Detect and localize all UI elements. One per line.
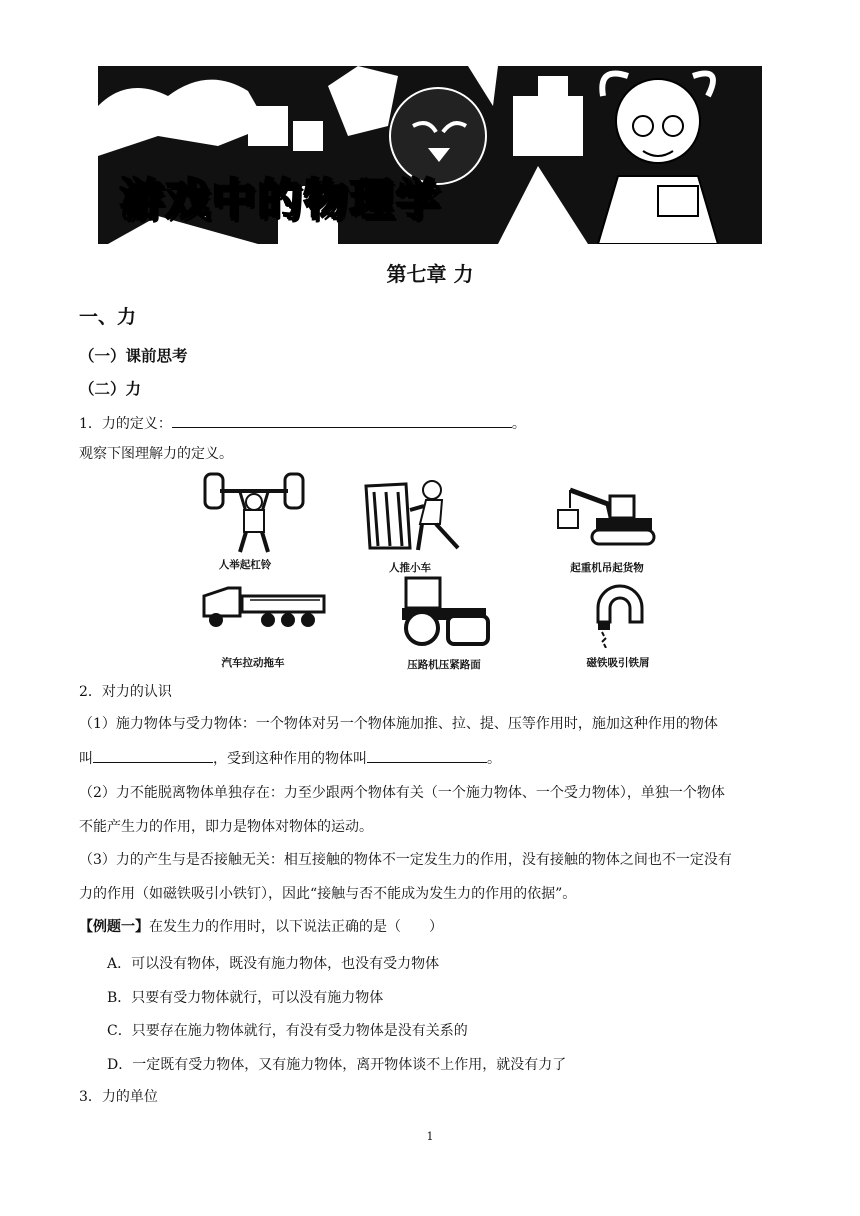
option-b: B．只要有受力物体就行，可以没有施力物体 [107,990,384,1006]
magnet-icon [588,582,650,648]
example-tag: 【例题一】 [79,919,149,935]
answer-blank-definition [172,413,512,428]
paragraph-2-line2: 不能产生力的作用，即力是物体对物体的运动。 [79,819,373,835]
paragraph-1-line2 [79,748,501,769]
subsection-heading-2: （二）力 [79,380,142,398]
item1-label: 1．力的定义： [79,416,172,432]
header-banner [98,66,762,244]
paragraph-3-line2: 力的作用（如磁铁吸引小铁钉），因此“接触与否不能成为发生力的作用的依据”。 [79,886,577,902]
paragraph-1-text-a: 叫 [79,751,93,767]
push-cart-icon [360,476,470,556]
example-question [79,917,443,937]
item3-heading: 3．力的单位 [79,1089,158,1105]
item1-end: 。 [511,416,526,432]
figure-magnet [588,582,650,648]
item2-heading: 2．对力的认识 [79,684,172,700]
truck-icon [200,582,328,630]
road-roller-icon [396,574,496,646]
crane-icon [548,484,658,550]
page-number: 1 [426,1130,434,1143]
figure-caption-3: 起重机吊起货物 [570,562,644,574]
force-definition-item [79,413,526,434]
figure-caption-1: 人举起杠铃 [218,559,272,571]
figure-road-roller [396,574,496,646]
answer-blank-receiving-object [367,748,487,763]
example-text: 在发生力的作用时，以下说法正确的是（ ） [149,919,443,935]
weightlifter-icon [200,472,310,554]
answer-blank-exerting-object [93,748,213,763]
figure-truck [200,582,328,630]
chapter-title: 第七章 力 [386,262,474,286]
paragraph-1-line1: （1）施力物体与受力物体：一个物体对另一个物体施加推、拉、提、压等作用时，施加这种作用的物体 [79,716,718,732]
option-c: C．只要存在施力物体就行，有没有受力物体是没有关系的 [107,1023,468,1039]
figure-caption-6: 磁铁吸引铁屑 [586,657,650,669]
option-a: A．可以没有物体，既没有施力物体，也没有受力物体 [107,956,440,972]
option-d: D．一定既有受力物体，又有施力物体，离开物体谈不上作用，就没有力了 [107,1057,567,1073]
paragraph-2-line1: （2）力不能脱离物体单独存在：力至少跟两个物体有关（一个施力物体、一个受力物体），单独一个物体 [79,785,725,801]
figure-caption-5: 压路机压紧路面 [407,659,481,671]
figure-caption-2: 人推小车 [389,562,431,574]
observe-instruction: 观察下图理解力的定义。 [79,446,233,462]
figure-crane [548,484,658,550]
paragraph-1-text-c: 。 [487,751,501,767]
figure-weightlifter [200,472,310,554]
section-heading: 一、力 [79,306,137,328]
paragraph-3-line1: （3）力的产生与是否接触无关：相互接触的物体不一定发生力的作用，没有接触的物体之间也不一定没有 [79,852,732,868]
figure-caption-4: 汽车拉动拖车 [221,657,285,669]
banner-title: 游戏中的物理学 [120,175,442,226]
subsection-heading-1: （一）课前思考 [79,347,188,365]
figure-push-cart [360,476,470,556]
paragraph-1-text-b: ，受到这种作用的物体叫 [213,751,367,767]
